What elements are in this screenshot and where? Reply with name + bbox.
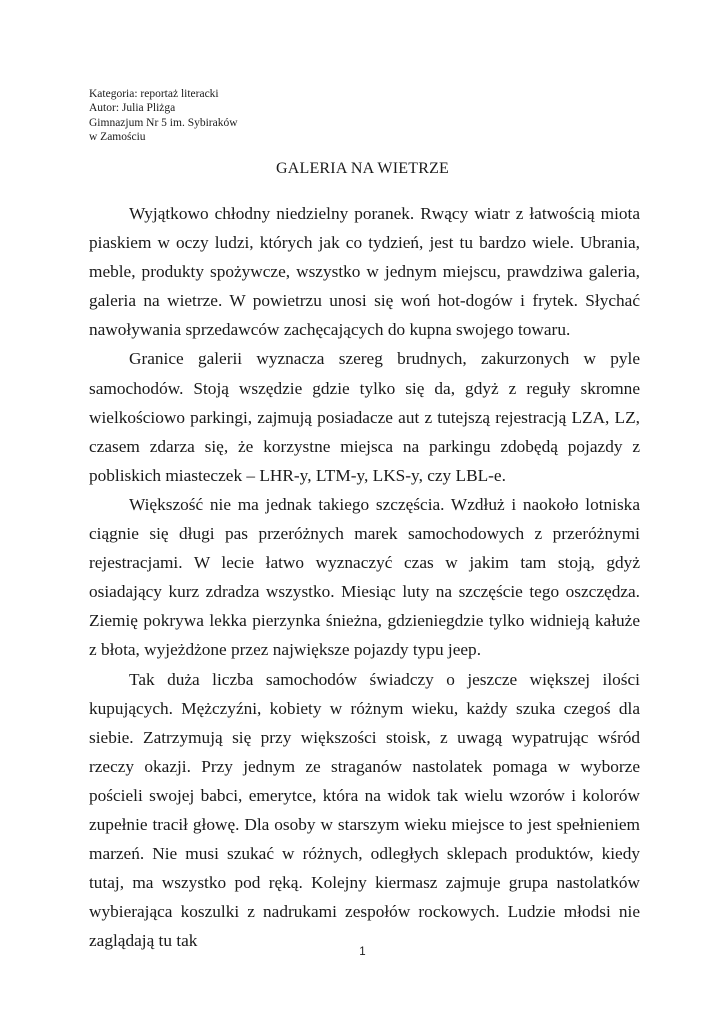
paragraph: Wyjątkowo chłodny niedzielny poranek. Rwący wiatr z łatwością miota piaskiem w oczy ludzi, których jak co tydzień, jest tu bardzo wiele. Ubrania, meble, produkty spożywcze, wszystko w jednym miejscu, prawdziwa galeria, galeria na wietrze. W powietrzu unosi się woń hot-dogów i frytek. Słychać nawoływania sprzedawców zachęcających do kupna swojego towaru. [89,204,640,340]
paragraph: Granice galerii wyznacza szereg brudnych, zakurzonych w pyle samochodów. Stoją wszędzie gdzie tylko się da, gdyż z reguły skromne wielkościowo parkingi, zajmują posiadacze aut z tutejszą rejestracją LZA, LZ, czasem zdarza się, że korzystne miejsca na parkingu zdobędą pojazdy z pobliskich miasteczek – LHR-y, LTM-y, LKS-y, czy LBL-e. [89,349,640,485]
page-number: 1 [359,946,366,958]
city-line: w Zamościu [89,130,146,143]
document-metadata [89,87,238,144]
paragraph: Większość nie ma jednak takiego szczęścia. Wzdłuż i naokoło lotniska ciągnie się długi pas przeróżnych marek samochodowych z przeróżnymi rejestracjami. W lecie łatwo wyznaczyć czas w jakim tam stoją, gdyż osiadający kurz zdradza wszystko. Miesiąc luty na szczęście tego oszczędza. Ziemię pokrywa lekka pierzynka śnieżna, gdzieniegdzie tylko widnieją kałuże z błota, wyjeżdżone przez największe pojazdy typu jeep. [89,494,640,660]
document-body [89,199,640,955]
paragraph: Tak duża liczba samochodów świadczy o jeszcze większej ilości kupujących. Mężczyźni, kobiety w różnym wieku, każdy szuka czegoś dla siebie. Zatrzymują się przy większości stoisk, z uwagą wypatrując wśród rzeczy okazji. Przy jednym ze straganów nastolatek pomaga w wyborze pościeli swojej babci, emerytce, która na widok tak wielu wzorów i kolorów zupełnie tracił głowę. Dla osoby w starszym wieku miejsce to jest spełnieniem marzeń. Nie musi szukać w różnych, odległych sklepach produktów, kiedy tutaj, ma wszystko pod ręką. Kolejny kiermasz zajmuje grupa nastolatków wybierająca koszulki z nadrukami zespołów rockowych. Ludzie młodsi nie zaglądają tu tak [89,669,640,951]
school-line: Gimnazjum Nr 5 im. Sybiraków [89,116,238,129]
author-line: Autor: Julia Pliżga [89,102,176,115]
category-line: Kategoria: reportaż literacki [89,88,219,100]
document-title: GALERIA NA WIETRZE [275,160,450,177]
